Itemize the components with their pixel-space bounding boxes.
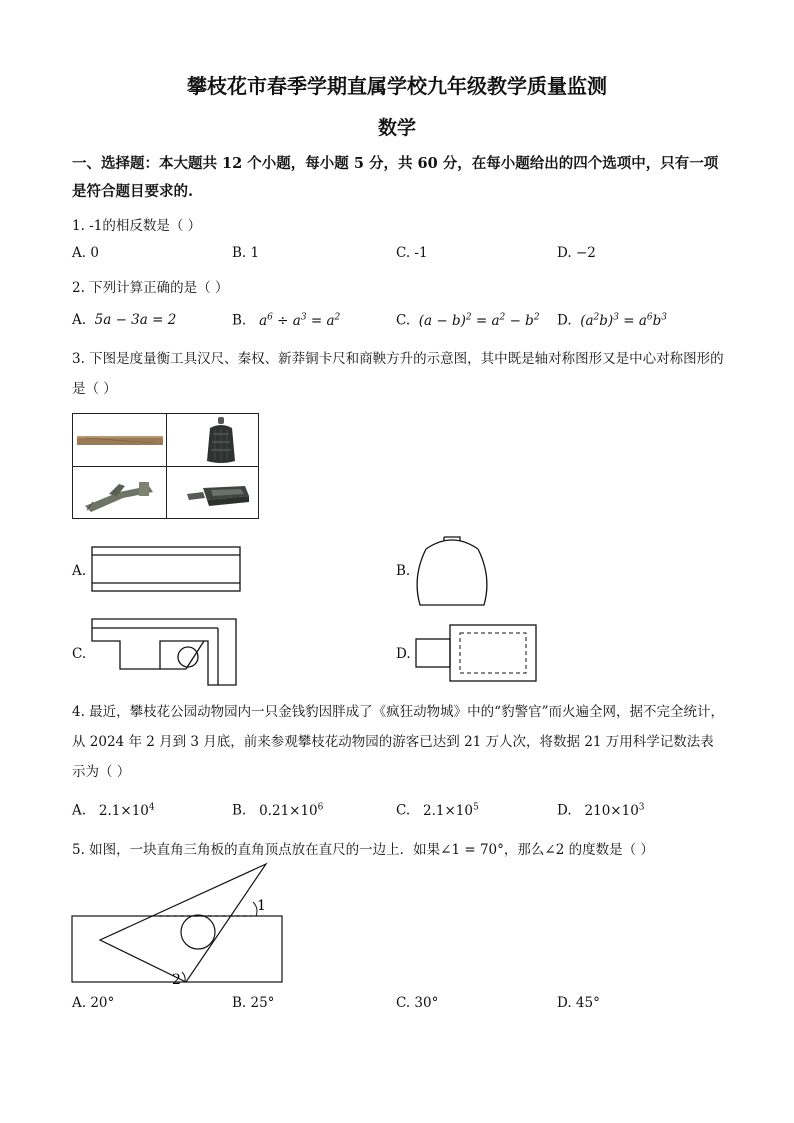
- q3-option-b-figure: [412, 533, 492, 609]
- q3-option-d-label: D.: [396, 646, 411, 662]
- q2-option-d: [557, 312, 667, 329]
- q3-option-d-figure: [414, 623, 540, 683]
- han-ruler-image: [75, 432, 165, 450]
- q4-option-c: [396, 802, 479, 819]
- q4-option-d-label: D.: [557, 802, 572, 819]
- q5-option-a: A. 20°: [72, 995, 115, 1011]
- q2-option-d-formula: $(a^2b)^3 = a^6b^3$: [575, 312, 668, 329]
- q3-option-a-figure: [90, 545, 244, 595]
- grid-divider-horizontal: [73, 466, 258, 467]
- q3-stem: 3. 下图是度量衡工具汉尺、秦权、新莽铜卡尺和商鞅方升的示意图，其中既是轴对称图形又是中心对称图形的是（ ）: [72, 351, 724, 397]
- q2-option-c-formula: $(a - b)^2 = a^2 - b^2$: [414, 312, 540, 329]
- q5-option-d: D. 45°: [557, 995, 600, 1011]
- q3-option-a-label: A.: [72, 563, 87, 579]
- q4-option-c-value: $2.1\times 10^5$: [414, 802, 479, 819]
- q2-option-c-label: C.: [396, 312, 411, 329]
- q4-option-b-label: B.: [232, 802, 247, 819]
- qin-weight-image: [203, 416, 239, 466]
- q2-option-b-formula: $a^6 \div a^3 = a^2$: [250, 312, 341, 329]
- q2-stem: 2. 下列计算正确的是（ ）: [72, 280, 229, 296]
- angle2-label: 2: [172, 972, 181, 988]
- q4-option-a: [72, 802, 155, 819]
- q2-option-a-label: A.: [72, 312, 87, 328]
- q4-option-c-label: C.: [396, 802, 411, 819]
- q1-option-d: D. −2: [557, 245, 596, 261]
- triangle-hole: [181, 915, 215, 949]
- section-heading: 一、选择题：本大题共 12 个小题，每小题 5 分，共 60 分，在每小题给出的四个选项中，只有一项是符合题目要求的.: [72, 155, 719, 200]
- q4-option-b: [232, 802, 323, 819]
- q1-option-b: B. 1: [232, 245, 260, 261]
- q2-option-b: [232, 312, 340, 329]
- q4-option-d-value: $210\times 10^3$: [575, 802, 645, 819]
- q2-option-d-label: D.: [557, 312, 572, 329]
- q5-stem: 5. 如图，一块直角三角板的直角顶点放在直尺的一边上．如果∠1 = 70°，那么∠2 的度数是（ ）: [72, 842, 654, 858]
- q1-option-a: A. 0: [72, 245, 99, 261]
- subject-title: 数学: [377, 117, 416, 139]
- q1-option-c: C. -1: [396, 245, 428, 261]
- q3-option-b-label: B.: [396, 563, 411, 579]
- q4-option-a-label: A.: [72, 802, 87, 819]
- q4-option-d: [557, 802, 645, 819]
- q4-stem: 4. 最近，攀枝花公园动物园内一只金钱豹因胖成了《疯狂动物城》中的“豹警官”而火遍全网，据不完全统计，从 2024 年 2 月到 3 月底，前来参观攀枝花动物园的游客已达到 21 万人次，将数据 21 万用科学记数法表示为（ ）: [72, 704, 724, 780]
- q5-option-b: B. 25°: [232, 995, 275, 1011]
- q3-option-c-figure: [90, 617, 240, 687]
- q4-option-b-value: $0.21\times 10^6$: [250, 802, 324, 819]
- q4-option-a-value: $2.1\times 10^4$: [90, 802, 155, 819]
- shang-yang-sheng-image: [183, 480, 253, 510]
- measuring-tools-photo-grid: [72, 413, 259, 519]
- angle1-label: 1: [257, 898, 266, 914]
- q3-option-c-label: C.: [72, 646, 87, 662]
- page-title: 攀枝花市春季学期直属学校九年级教学质量监测: [187, 74, 607, 98]
- q2-option-b-label: B.: [232, 312, 247, 329]
- bronze-caliper-image: [79, 472, 161, 516]
- q2-option-c: [396, 312, 540, 329]
- q1-stem: 1. -1的相反数是（ ）: [72, 218, 202, 234]
- q2-option-a: [72, 312, 176, 328]
- q2-option-a-formula: 5a − 3a = 2: [90, 312, 177, 328]
- q5-ruler-triangle-figure: [70, 858, 288, 988]
- q5-option-c: C. 30°: [396, 995, 439, 1011]
